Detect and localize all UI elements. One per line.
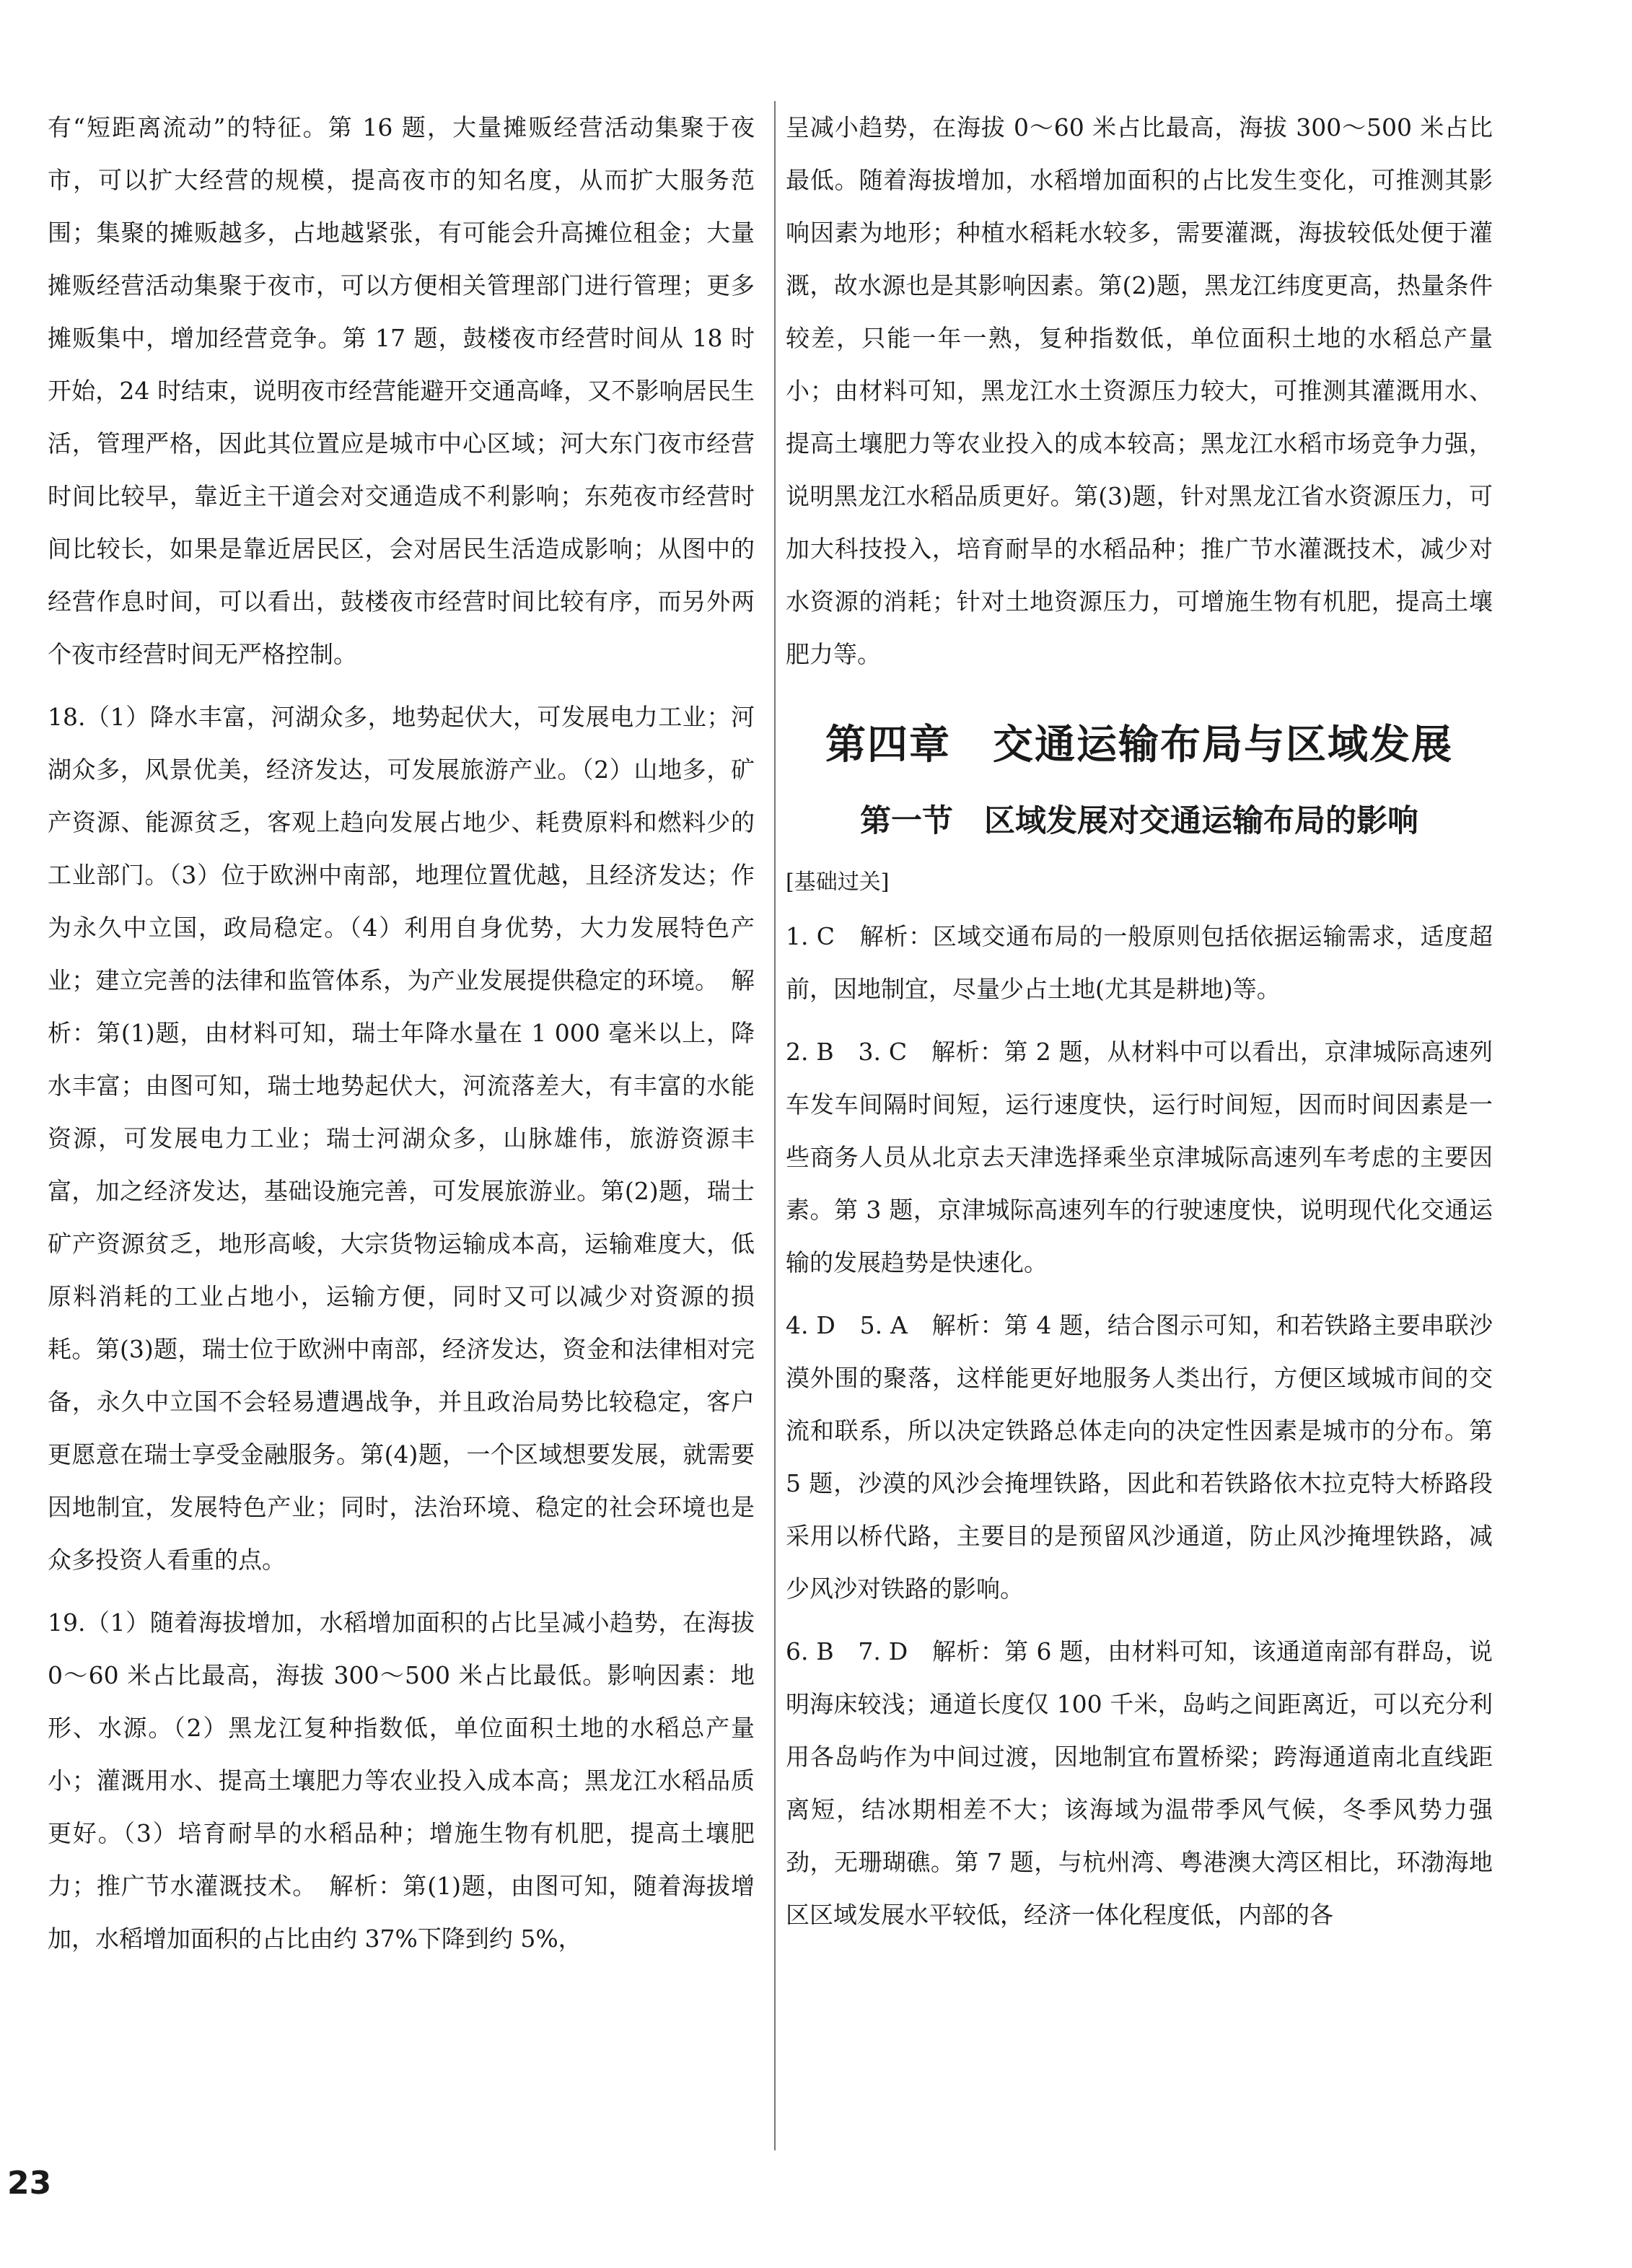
page-number: 23 <box>7 2165 52 2202</box>
right-column <box>786 101 1493 1941</box>
answer-18: 18.（1）降水丰富，河湖众多，地势起伏大，可发展电力工业；河湖众多，风景优美，经济发达，可发展旅游产业。（2）山地多，矿产资源、能源贫乏，客观上趋向发展占地少、耗费原料和燃料少的工业部门。（3）位于欧洲中南部，地理位置优越，且经济发达；作为永久中立国，政局稳定。（4）利用自身优势，大力发展特色产业；建立完善的法律和监管体系，为产业发展提供稳定的环境。 解析：第(1)题，由材料可知，瑞士年降水量在 1 000 毫米以上，降水丰富；由图可知，瑞士地势起伏大，河流落差大，有丰富的水能资源，可发展电力工业；瑞士河湖众多，山脉雄伟，旅游资源丰富，加之经济发达，基础设施完善，可发展旅游业。第(2)题，瑞士矿产资源贫乏，地形高峻，大宗货物运输成本高，运输难度大，低原料消耗的工业占地小，运输方便，同时又可以减少对资源的损耗。第(3)题，瑞士位于欧洲中南部，经济发达，资金和法律相对完备，永久中立国不会轻易遭遇战争，并且政治局势比较稳定，客户更愿意在瑞士享受金融服务。第(4)题，一个区域想要发展，就需要因地制宜，发展特色产业；同时，法治环境、稳定的社会环境也是众多投资人看重的点。 <box>48 703 755 1574</box>
answer-19-continued: 呈减小趋势，在海拔 0～60 米占比最高，海拔 300～500 米占比最低。随着海拔增加，水稻增加面积的占比发生变化，可推测其影响因素为地形；种植水稻耗水较多，需要灌溉，海拔较低处便于灌溉，故水源也是其影响因素。第(2)题，黑龙江纬度更高，热量条件较差，只能一年一熟，复种指数低，单位面积土地的水稻总产量小；由材料可知，黑龙江水土资源压力较大，可推测其灌溉用水、提高土壤肥力等农业投入的成本较高；黑龙江水稻市场竞争力强，说明黑龙江水稻品质更好。第(3)题，针对黑龙江省水资源压力，可加大科技投入，培育耐旱的水稻品种；推广节水灌溉技术，减少对水资源的消耗；针对土地资源压力，可增施生物有机肥，提高土壤肥力等。 <box>786 113 1493 668</box>
answer-1: 1. C 解析：区域交通布局的一般原则包括依据运输需求，适度超前，因地制宜，尽量少占土地(尤其是耕地)等。 <box>786 922 1493 1003</box>
left-column <box>48 101 755 1965</box>
section-title: 第一节 区域发展对交通运输布局的影响 <box>860 803 1418 839</box>
answer-4-5: 4. D 5. A 解析：第 4 题，结合图示可知，和若铁路主要串联沙漠外围的聚落，这样能更好地服务人类出行，方便区域城市间的交流和联系，所以决定铁路总体走向的决定性因素是城市的分布。第 5 题，沙漠的风沙会掩埋铁路，因此和若铁路依木拉克特大桥路段采用以桥代路，主要目的是预留风沙通道，防止风沙掩埋铁路，减少风沙对铁路的影响。 <box>786 1311 1493 1603</box>
section-label: [基础过关] <box>786 870 890 895</box>
chapter-title: 第四章 交通运输布局与区域发展 <box>825 722 1453 769</box>
answer-6-7: 6. B 7. D 解析：第 6 题，由材料可知，该通道南部有群岛，说明海床较浅；通道长度仅 100 千米，岛屿之间距离近，可以充分利用各岛屿作为中间过渡，因地制宜布置桥梁；跨海通道南北直线距离短，结冰期相差不大；该海域为温带季风气候，冬季风势力强劲，无珊瑚礁。第 7 题，与杭州湾、粤港澳大湾区相比，环渤海地区区域发展水平较低，经济一体化程度低，内部的各 <box>786 1637 1493 1929</box>
column-divider <box>774 101 776 2150</box>
paragraph-17-continued: 有“短距离流动”的特征。第 16 题，大量摊贩经营活动集聚于夜市，可以扩大经营的规模，提高夜市的知名度，从而扩大服务范围；集聚的摊贩越多，占地越紧张，有可能会升高摊位租金；大量摊贩经营活动集聚于夜市，可以方便相关管理部门进行管理；更多摊贩集中，增加经营竞争。第 17 题，鼓楼夜市经营时间从 18 时开始，24 时结束，说明夜市经营能避开交通高峰，又不影响居民生活，管理严格，因此其位置应是城市中心区域；河大东门夜市经营时间比较早，靠近主干道会对交通造成不利影响；东苑夜市经营时间比较长，如果是靠近居民区，会对居民生活造成影响；从图中的经营作息时间，可以看出，鼓楼夜市经营时间比较有序，而另外两个夜市经营时间无严格控制。 <box>48 113 755 668</box>
answer-19: 19.（1）随着海拔增加，水稻增加面积的占比呈减小趋势，在海拔 0～60 米占比最高，海拔 300～500 米占比最低。影响因素：地形、水源。（2）黑龙江复种指数低，单位面积土地的水稻总产量小；灌溉用水、提高土壤肥力等农业投入成本高；黑龙江水稻品质更好。（3）培育耐旱的水稻品种；增施生物有机肥，提高土壤肥力；推广节水灌溉技术。 解析：第(1)题，由图可知，随着海拔增加，水稻增加面积的占比由约 37%下降到约 5%， <box>48 1608 755 1953</box>
answer-2-3: 2. B 3. C 解析：第 2 题，从材料中可以看出，京津城际高速列车发车间隔时间短，运行速度快，运行时间短，因而时间因素是一些商务人员从北京去天津选择乘坐京津城际高速列车考虑的主要因素。第 3 题，京津城际高速列车的行驶速度快，说明现代化交通运输的发展趋势是快速化。 <box>786 1038 1493 1277</box>
